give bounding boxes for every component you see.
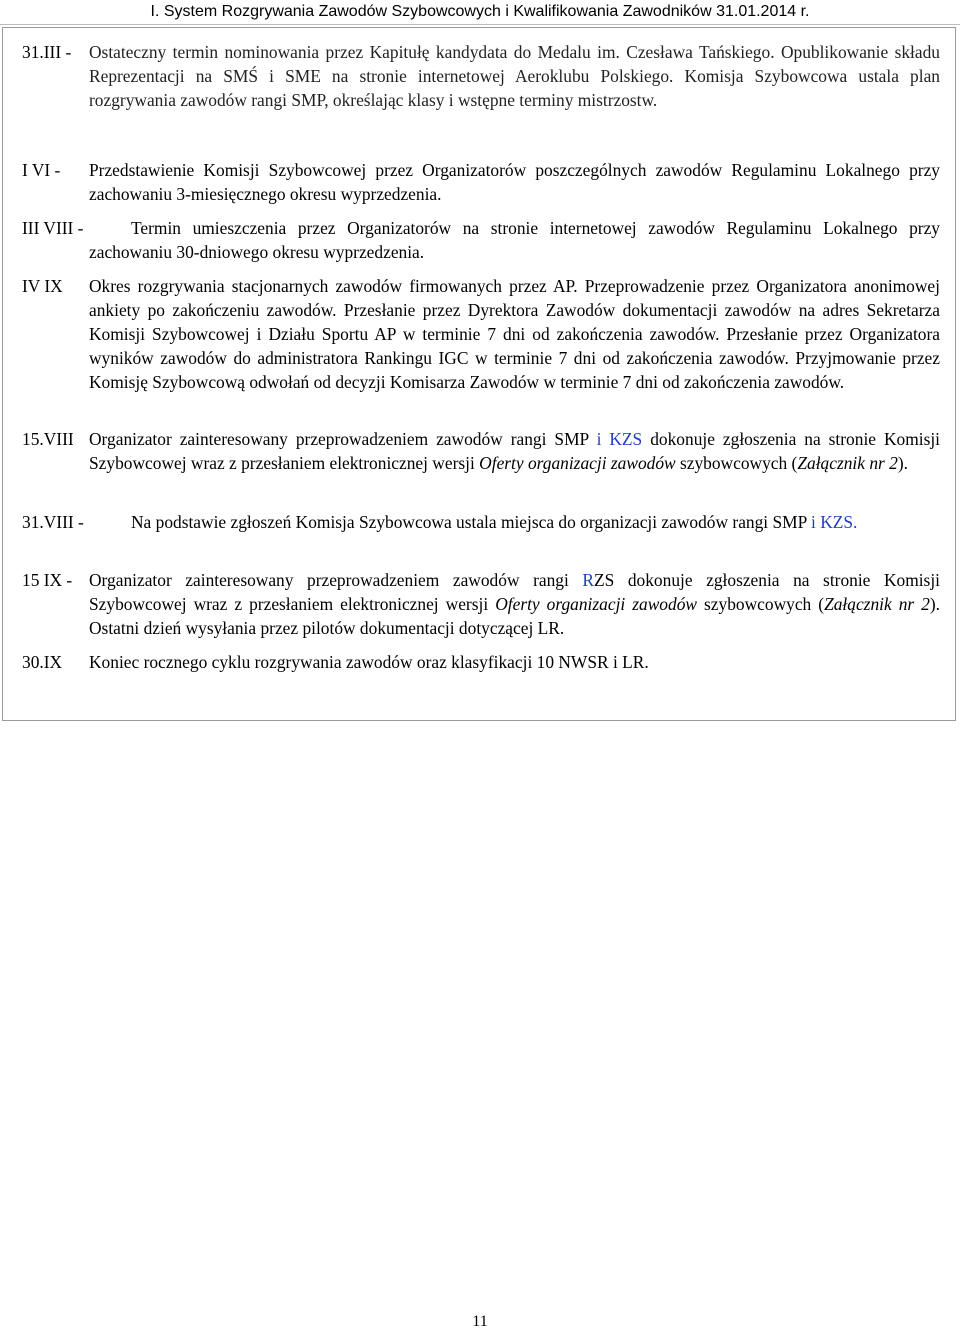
entry-date: 31.III - xyxy=(22,42,72,62)
schedule-entry xyxy=(22,568,940,640)
italic-text: Oferty organizacji zawodów xyxy=(495,594,697,614)
highlighted-text: i KZS xyxy=(596,429,643,449)
entry-text xyxy=(22,568,940,640)
entry-date: IV IX xyxy=(22,276,63,296)
italic-text: Załącznik nr 2 xyxy=(824,594,930,614)
entry-text-part: ). xyxy=(897,453,908,473)
schedule-entry xyxy=(22,510,940,534)
entry-text-part: ZS dokonuje zgłoszenia na stronie Komisji Szybowcowej wraz z przesłaniem elektronicznej wersji xyxy=(89,570,940,614)
entry-date: I VI - xyxy=(22,160,61,180)
header-divider xyxy=(0,24,960,25)
entry-text-part: szybowcowych ( xyxy=(704,594,825,614)
entry-text: Okres rozgrywania stacjonarnych zawodów firmowanych przez AP. Przeprowadzenie przez Organizatora anonimowej ankiety po zakończeniu zawodów. Przesłanie przez Dyrektora Zawodów dokumentacji zawodów na adres Sekretarza Komisji Szybowcowej i Działu Sportu AP w terminie 7 dni od zakończenia zawodów. Przesłanie przez Organizatora wyników zawodów do administratora Rankingu IGC w terminie 7 dni od zakończenia zawodów. Przyjmowanie przez Komisję Szybowcową odwołań od decyzji Komisarza Zawodów w terminie 7 dni od zakończenia zawodów. xyxy=(89,276,940,392)
entry-text-part: Organizator zainteresowany przeprowadzeniem zawodów rangi xyxy=(89,570,569,590)
entry-text-part: ). Ostatni dzień wysyłania przez pilotów dokumentacji dotyczącej LR. xyxy=(89,594,941,638)
document-header: I. System Rozgrywania Zawodów Szybowcowych i Kwalifikowania Zawodników 31.01.2014 r. xyxy=(150,3,810,20)
italic-text: Oferty organizacji zawodów xyxy=(479,453,676,473)
entry-text-part: dokonuje zgłoszenia na stronie Komisji Szybowcowej wraz z przesłaniem elektronicznej wersji xyxy=(89,429,941,473)
schedule-entry xyxy=(22,216,940,264)
entry-text: Ostateczny termin nominowania przez Kapitułę kandydata do Medalu im. Czesława Tańskiego. Opublikowanie składu Reprezentacji na SMŚ i SME na stronie internetowej Aeroklubu Polskiego. Komisja Szybowcowa ustala plan rozgrywania zawodów rangi SMP, określając klasy i wstępne terminy mistrzostw. xyxy=(89,42,940,110)
italic-text: Załącznik nr 2 xyxy=(797,453,898,473)
entry-text-part: Na podstawie zgłoszeń Komisja Szybowcowa ustala miejsca do organizacji zawodów rangi SMP xyxy=(131,512,807,532)
schedule-entry xyxy=(22,274,940,394)
schedule-entry xyxy=(22,158,940,206)
entry-date: 31.VIII - xyxy=(22,512,84,532)
highlighted-text: i KZS. xyxy=(811,512,858,532)
entry-text: Przedstawienie Komisji Szybowcowej przez Organizatorów poszczególnych zawodów Regulaminu Lokalnego przy zachowaniu 3-miesięcznego okresu wyprzedzenia. xyxy=(89,160,940,204)
highlighted-text: R xyxy=(582,570,594,590)
entry-text-part: Organizator zainteresowany przeprowadzeniem zawodów rangi SMP xyxy=(89,429,589,449)
entry-text-part: szybowcowych ( xyxy=(679,453,798,473)
schedule-entry xyxy=(22,650,940,674)
entry-date: 30.IX xyxy=(22,652,63,672)
entry-text: Koniec rocznego cyklu rozgrywania zawodów oraz klasyfikacji 10 NWSR i LR. xyxy=(89,652,649,672)
entry-text: Termin umieszczenia przez Organizatorów na stronie internetowej zawodów Regulaminu Lokalnego przy zachowaniu 30-dniowego okresu wyprzedzenia. xyxy=(89,218,940,262)
schedule-entry xyxy=(22,40,940,112)
schedule-entry xyxy=(22,427,940,475)
entry-date: 15 IX - xyxy=(22,570,73,590)
entry-text xyxy=(22,427,940,475)
entry-date: III VIII - xyxy=(22,218,84,238)
page-number: 11 xyxy=(472,1313,488,1330)
entry-date: 15.VIII xyxy=(22,429,74,449)
entry-text xyxy=(22,510,940,534)
